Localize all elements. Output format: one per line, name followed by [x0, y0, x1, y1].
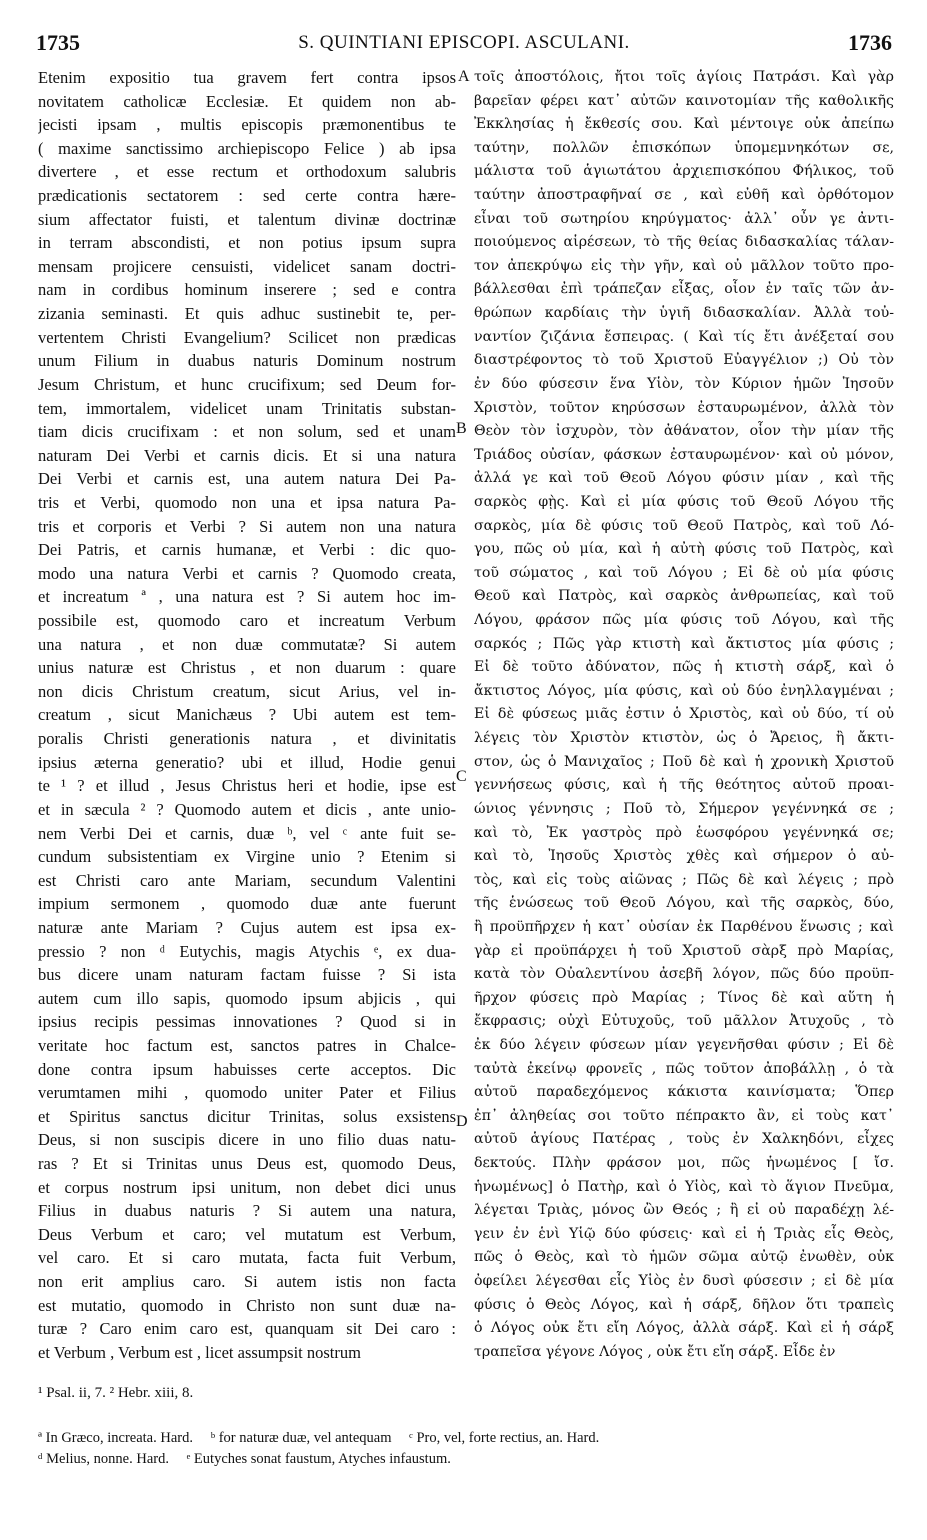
margin-marker-d: D	[456, 1113, 468, 1130]
latin-text-line: Etenim expositio tua gravem fert contra ipsos	[38, 68, 456, 87]
latin-text-line: una natura , et non duæ commutatæ? Si autem	[38, 634, 456, 654]
margin-marker-a: A	[458, 68, 470, 85]
latin-text-line: pressio ? non ᵈ Eutychis, magis Atychis ᵉ, ex dua-	[38, 941, 456, 961]
footnote-e: ᵉ Eutyches sonat faustum, Atyches infaustum.	[186, 1451, 451, 1467]
latin-text-line: et in sæcula ² ? Quomodo autem et dicis , ante unio-	[38, 799, 456, 819]
latin-text-line: Filius in duabus naturis ? Si autem una natura,	[38, 1201, 456, 1221]
latin-text-line: tem, immortalem, videlicet unam Trinitatis substan-	[38, 398, 456, 418]
greek-text-line: τὸς, καὶ εἰς τοὺς αἰῶνας ; Πῶς δὲ καὶ λέγεις ; πρὸ	[474, 871, 894, 888]
latin-text-line: poralis Christi generationis natura , et divinitatis	[38, 729, 456, 749]
latin-text-line: non erit amplius caro. Si autem istis non facta	[38, 1272, 456, 1292]
greek-text-line: γεννήσεως φύσις, καὶ ἡ τῆς θεότητος αὐτοῦ προαι-	[474, 777, 894, 794]
greek-text-line: ὀφείλει λέγεσθαι εἷς Υἱὸς ἐν δυσὶ φύσεσιν ; εἰ δὲ μία	[474, 1273, 894, 1290]
greek-text-line: σαρκός ; Πῶς γὰρ κτιστὴ καὶ ἄκτιστος μία φύσις ;	[474, 635, 894, 652]
footnote-d: ᵈ Melius, nonne. Hard.	[38, 1451, 169, 1467]
greek-text-line: Χριστὸν, τοῦτον κηρύσσων ἐσταυρωμένον, ἀλλὰ τὸν	[474, 399, 894, 416]
latin-text-line: et Verbum , Verbum est , licet assumpsit nostrum	[38, 1342, 361, 1362]
latin-text-line: veritate hoc factum est, sanctos patres in Chalce-	[38, 1035, 456, 1055]
greek-text-line: ταὐτὰ ἐκείνῳ φρονεῖς , πῶς τοῦτον ἀποβάλλῃ , ὁ τὰ	[474, 1060, 894, 1077]
editorial-footnotes-line-2	[38, 1451, 898, 1468]
greek-text-line: ποιούμενος αἱρέσεων, τὸ τῆς θείας διδασκαλίας τάλαν-	[474, 234, 894, 251]
greek-text-line: Τριάδος οὐσίαν, φάσκων ἐσταυρωμένον· καὶ οὐ μόνον,	[474, 446, 894, 463]
greek-text-line: σαρκὸς, μία δὲ φύσις τοῦ Θεοῦ Πατρὸς, καὶ τοῦ Λό-	[474, 517, 894, 534]
footnote-c: ᶜ Pro, vel, forte rectius, an. Hard.	[409, 1430, 600, 1446]
latin-text-line: ( maxime sanctissimo archiepiscopo Felice ) ab ipsa	[38, 138, 456, 158]
latin-text-line: ras ? Et si Trinitas unus Deus est, quomodo Deus,	[38, 1154, 456, 1174]
latin-text-line: jecisti ipsam , multis episcopis præmonentibus te	[38, 115, 456, 135]
greek-text-line: τοῦ σώματος , καὶ τοῦ Λόγου ; Εἰ δὲ οὐ μία φύσις	[474, 564, 894, 581]
latin-text-line: tiam dicis crucifixam : et non solum, sed et unam	[38, 422, 456, 442]
greek-text-line: γειν ἐν ἑνὶ Υἱῷ δύο φύσεις· καὶ εἰ ἡ Τριὰς εἷς Θεὸς,	[474, 1225, 894, 1242]
greek-text-line: τον ἀπεκρύψω εἰς τὴν γῆν, καὶ οὐ μᾶλλον τοῦτο προ-	[474, 257, 894, 274]
latin-text-line: impium sermonem , quomodo duæ ante fuerunt	[38, 894, 456, 914]
latin-text-line: tris et Verbi, quomodo non una et ipsa natura Pa-	[38, 492, 456, 512]
latin-text-line: ipsius recipis pessimas innovationes ? Quod si in	[38, 1012, 456, 1032]
greek-text-line: ῆρχον φύσεις πρὸ Μαρίας ; Τίνος δὲ καὶ αὕτη ἡ	[474, 989, 894, 1006]
greek-text-line: ταύτην, πολλῶν ἐπισκόπων ὑπομεμνηκότων σε,	[474, 139, 894, 156]
page-title: S. QUINTIANI EPISCOPI. ASCULANI.	[298, 32, 630, 53]
latin-text-line: vel caro. Et si caro mutata, facta fuit Verbum,	[38, 1248, 456, 1268]
latin-text-line: novitatem catholicæ Ecclesiæ. Et quidem non ab-	[38, 91, 456, 111]
greek-text-line: βάλλεσθαι ἐπὶ τράπεζαν εἶξας, οἷον ἐν ταῖς τῶν ἀν-	[474, 281, 894, 298]
greek-text-line: ἐπ᾽ ἀληθείας σοι τοῦτο πέπρακτο ἂν, εἰ τοὺς κατ᾽	[474, 1107, 894, 1124]
latin-text-line: et increatum ª , una natura est ? Si autem hoc im-	[38, 587, 456, 607]
greek-text-line: καὶ τὸ, Ἰησοῦς Χριστὸς χθὲς καὶ σήμερον ὁ αὐ-	[474, 848, 894, 865]
page-number-right: 1736	[848, 30, 892, 55]
latin-text-line: modo una natura Verbi et carnis ? Quomodo creata,	[38, 563, 456, 583]
latin-text-line: naturæ ante Mariam ? Cujus autem est ipsa ex-	[38, 917, 456, 937]
greek-text-line: αὐτοῦ παραδεχόμενος κάκιστα καινίσματα; Ὅπερ	[474, 1084, 894, 1101]
latin-text-line: prædicationis sectatorem : sed certe contra hære-	[38, 186, 456, 206]
latin-text-line: Dei Patris, et carnis humanæ, et Verbi : dic quo-	[38, 540, 456, 560]
margin-marker-b: B	[456, 420, 467, 437]
greek-text-line: γὰρ εἰ προϋπάρχει ἡ τοῦ Χριστοῦ σὰρξ πρὸ Μαρίας,	[474, 942, 894, 959]
latin-text-line: mensam projicere censuisti, videlicet sanam doctri-	[38, 256, 456, 276]
greek-text-line: στον, ὡς ὁ Μανιχαῖος ; Ποῦ δὲ καὶ ἡ χρονικὴ Χριστοῦ	[474, 753, 894, 770]
greek-text-line: ὁ Λόγος οὐκ ἔτι εἴη Λόγος, ἀλλὰ σάρξ. Καὶ εἰ ἡ σάρξ	[474, 1320, 894, 1337]
greek-text-line: ταύτην ἀποστραφῆναί σε , καὶ εὐθῆ καὶ ὀρθότομον	[474, 187, 894, 204]
latin-text-line: ipsius æterna generatio? ubi et illud, Hodie genui	[38, 752, 456, 772]
greek-text-line: βαρεῖαν φέρει κατ᾽ αὐτῶν καινοτομίαν τῆς καθολικῆς	[474, 92, 894, 109]
greek-text-line: ναντίον ζιζάνια ἔσπειρας. ( Καὶ τίς ἔτι ἀνέξεταί σου	[474, 328, 894, 345]
greek-text-line: πῶς ὁ Θεὸς, καὶ τὸ ἡμῶν σῶμα αὐτῷ ἐνωθὲν, οὐκ	[474, 1249, 894, 1266]
latin-text-line: nam in cordibus hominum inserere ; sed e contra	[38, 280, 456, 300]
latin-text-line: tris et corporis et Verbi ? Si autem non una natura	[38, 516, 456, 536]
greek-text-line: ἀλλά γε καὶ τοῦ Θεοῦ Λόγου φύσιν μίαν , καὶ τῆς	[474, 470, 894, 487]
greek-text-line: Εἰ δὲ φύσεως μιᾶς ἐστιν ὁ Χριστὸς, καὶ οὐ δύο, τί οὐ	[474, 706, 894, 723]
latin-text-line: possibile est, quomodo caro et increatum Verbum	[38, 611, 456, 631]
greek-text-line: Εἰ δὲ τοῦτο ἀδύνατον, πῶς ἡ κτιστὴ σάρξ, καὶ ὁ	[474, 659, 894, 676]
greek-text-line: εἶναι τοῦ σωτηρίου κηρύγματος· ἀλλ᾽ οὖν γε ἀντι-	[474, 210, 894, 227]
greek-text-line: ἄκτιστος Λόγος, μία φύσις, καὶ οὐ δύο ἐνηλλαγμέναι ;	[474, 682, 894, 699]
latin-text-line: Deus Verbum et caro; vel mutatum est Verbum,	[38, 1224, 456, 1244]
greek-text-line: λέγεται Τριὰς, μόνος ὢν Θεός ; ἢ εἰ οὐ παραδέχῃ λέ-	[474, 1202, 894, 1219]
greek-text-line: σαρκὸς φῂς. Καὶ εἰ μία φύσις τοῦ Θεοῦ Λόγου τῆς	[474, 493, 894, 510]
latin-text-line: vertentem Christi Evangelium? Scilicet non prædicas	[38, 327, 456, 347]
greek-text-line: θρώπων καρδίαις τὴν ὑγιῆ διδασκαλίαν. Ἀλλὰ τοὐ-	[474, 305, 894, 322]
greek-text-line: μάλιστα τοῦ ἁγιωτάτου ἀρχιεπισκόπου Φήλικος, τοῦ	[474, 163, 894, 180]
latin-text-line: et corpus nostrum ipsi unitum, non debet dici unus	[38, 1177, 456, 1197]
greek-text-line: ἡνωμένως] ὁ Πατὴρ, καὶ ὁ Υἱὸς, καὶ τὸ ἅγιον Πνεῦμα,	[474, 1178, 894, 1195]
greek-text-line: τραπεῖσα γέγονε Λόγος , οὐκ ἔτι εἴη σάρξ. Εἶδε ἐν	[474, 1343, 836, 1360]
greek-text-line: γου, πῶς οὐ μία, καὶ ἡ αὐτὴ φύσις τοῦ Πατρὸς, καὶ	[474, 541, 894, 558]
latin-text-line: te ¹ ? et illud , Jesus Christus heri et hodie, ipse est	[38, 776, 456, 796]
latin-text-line: divertere , et esse rectum et orthodoxum salubris	[38, 162, 456, 182]
greek-text-line: καὶ τὸ, Ἐκ γαστρὸς πρὸ ἑωσφόρου γεγέννηκά σε;	[474, 824, 894, 841]
greek-text-line: Ἐκκλησίας ἡ ἔκθεσίς σου. Καὶ μέντοιγε οὐκ ἀπείπω	[474, 116, 894, 133]
greek-text-line: τοῖς ἀποστόλοις, ἤτοι τοῖς ἁγίοις Πατράσι. Καὶ γὰρ	[474, 69, 894, 85]
greek-text-line: Θεὸν τὸν ἰσχυρὸν, τὸν ἀθάνατον, οἷον τὴν μίαν τῆς	[474, 423, 894, 440]
latin-text-line: est mutatio, quomodo in Christo non sunt duæ na-	[38, 1295, 456, 1315]
latin-text-line: done contra ipsum habuisses certe acceptos. Dic	[38, 1059, 456, 1079]
latin-text-line: zizania seminasti. Et quis adhuc sustinebit te, per-	[38, 304, 456, 324]
greek-text-line: Θεοῦ καὶ Πατρὸς, καὶ σαρκὸς ἀνθρωπείας, καὶ τοῦ	[474, 588, 894, 605]
running-header	[36, 30, 892, 60]
latin-text-line: naturam Dei Verbi et carnis dicis. Et si una natura	[38, 445, 456, 465]
latin-text-line: unum Filium in duabus naturis Dominum nostrum	[38, 351, 456, 371]
latin-text-line: verumtamen mihi , quomodo uniter Pater et Filius	[38, 1083, 456, 1103]
greek-text-line: δεκτούς. Πλὴν φράσον μοι, πῶς ἡνωμένος [ ἴσ.	[474, 1155, 894, 1172]
latin-text-line: in terram abscondisti, et non potius ipsum supra	[38, 233, 456, 253]
latin-text-line: Jesum Christum, et hunc crucifixum; sed Deum for-	[38, 374, 456, 394]
greek-text-line: διαστρέφοντος τὸ τοῦ Χριστοῦ Εὐαγγέλιον ;) Οὐ τὸν	[474, 352, 894, 369]
footnote-b: ᵇ for naturæ duæ, vel antequam	[210, 1430, 392, 1446]
page-number-left: 1735	[36, 30, 80, 55]
latin-text-line: nem Verbi Dei et carnis, duæ ᵇ, vel ᶜ ante fuit se-	[38, 823, 456, 843]
greek-text-line: ώνιος γέννησις ; Ποῦ τὸ, Σήμερον γεγέννηκά σε ;	[474, 800, 894, 817]
greek-text-line: ἢ προϋπῆρχεν ἡ κατ᾽ οὐσίαν ἐκ Παρθένου ἕνωσις ; καὶ	[474, 918, 894, 935]
latin-text-line: cundum subsistentiam ex Virgine unio ? Etenim si	[38, 847, 456, 867]
greek-column	[474, 66, 894, 1365]
latin-text-line: autem cum illo sapis, quomodo ipsum abjicis , qui	[38, 988, 456, 1008]
latin-text-line: unius naturæ est Christus , et non duarum : quare	[38, 658, 456, 678]
scripture-footnote: ¹ Psal. ii, 7. ² Hebr. xiii, 8.	[38, 1385, 194, 1401]
greek-text-line: Λόγου, φράσον πῶς μία φύσις τοῦ Λόγου, καὶ τῆς	[474, 612, 894, 629]
margin-marker-c: C	[456, 768, 467, 785]
greek-text-line: ἐν δύο φύσεσιν ἕνα Υἱὸν, τὸν Κύριον ἡμῶν Ἰησοῦν	[474, 375, 894, 392]
latin-text-line: et Spiritus sanctus dicitur Trinitas, solus exsistens	[38, 1106, 456, 1126]
editorial-footnotes-line-1	[38, 1430, 898, 1447]
latin-text-line: Deus, si non suscipis dicere in uno filio duas natu-	[38, 1130, 456, 1150]
greek-text-line: κατὰ τὸν Οὐαλεντίνου ἀσεβῆ λόγον, πῶς δύο προϋπ-	[474, 966, 894, 983]
latin-text-line: est Christi caro ante Mariam, secundum Valentini	[38, 870, 456, 890]
latin-text-line: bus dicere unam naturam factam fuisse ? Si ista	[38, 965, 456, 985]
greek-text-line: λέγεις τὸν Χριστὸν κτιστὸν, ὡς ὁ Ἄρειος, ἢ ἄκτι-	[474, 730, 894, 747]
greek-text-line: φύσις ὁ Θεὸς Λόγος, καὶ ἡ σάρξ, δῆλον ὅτι τραπεὶς	[474, 1296, 894, 1313]
latin-text-line: creatum , sicut Manichæus ? Ubi autem est tem-	[38, 705, 456, 725]
greek-text-line: τῆς ἑνώσεως τοῦ Θεοῦ Λόγου, καὶ τῆς σαρκὸς, δύο,	[474, 895, 894, 912]
greek-text-line: ἐκ δύο λέγειν φύσεων μίαν γεγενῆσθαι φύσιν ; Εἰ δὲ	[474, 1036, 894, 1053]
greek-text-line: ἔκφρασις; οὐχὶ Εὐτυχοῦς, τοῦ μᾶλλον Ἀτυχοῦς , τὸ	[474, 1013, 894, 1030]
footnote-a: ª In Græco, increata. Hard.	[38, 1430, 193, 1446]
latin-text-line: turæ ? Caro enim caro est, quanquam sit Dei caro :	[38, 1319, 456, 1339]
greek-text-line: αὐτοῦ ἁγίους Πατέρας , τοὺς ἐν Χαλκηδόνι, εἶχες	[474, 1131, 894, 1148]
latin-text-line: Dei Verbi et carnis est, una autem natura Dei Pa-	[38, 469, 456, 489]
latin-column	[38, 66, 456, 1365]
latin-text-line: sium affectator fuisti, et talentum divinæ doctrinæ	[38, 209, 456, 229]
latin-text-line: non dicis Christum creatum, sicut Arius, vel in-	[38, 681, 456, 701]
